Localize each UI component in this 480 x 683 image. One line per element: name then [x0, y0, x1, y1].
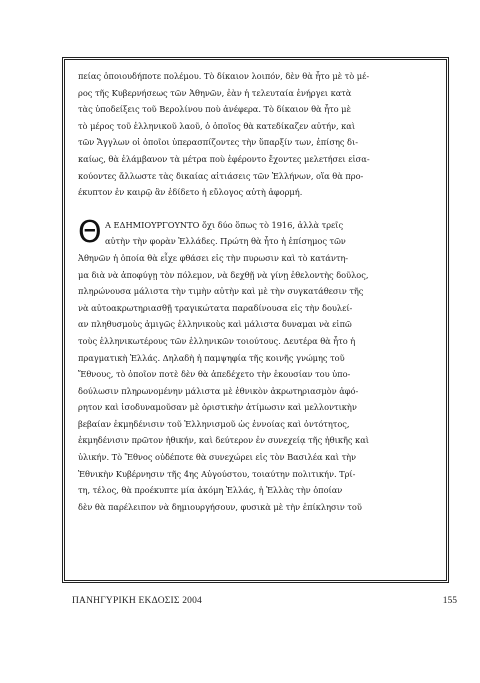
text-line: τὸ μέρος τοῦ ἑλληνικοῦ λαοῦ, ὁ ὁποῖος θὰ κατεδίκαζεν αὐτήν, καὶ — [78, 120, 356, 131]
text-line: αν πληθυσμοὺς ἀμιγῶς ἑλληνικοὺς καὶ μάλιστα δυναμαι νὰ εἰπῶ — [78, 319, 352, 330]
paragraph-1 — [78, 68, 440, 201]
text-line: τοὺς ἑλληνικωτέρους τῶν ἑλληνικῶν τοιούτους. Δευτέρα θὰ ἦτο ἡ — [78, 335, 356, 346]
drop-cap: Θ — [78, 214, 102, 250]
text-line: καίως, θὰ ἐλάμβανον τὰ μέτρα ποὺ ἐφέροντο ἔχοντες μελετήσει εἰσα- — [78, 153, 370, 164]
running-footer-title: ΠΑΝΗΓΥΡΙΚΗ ΕΚΔΟΣΙΣ 2004 — [72, 596, 202, 606]
text-line: πληρώνουσα μάλιστα τὴν τιμὴν αὐτὴν καὶ μὲ τὴν συγκατάθεσιν τῆς — [78, 286, 364, 297]
text-line: Α ΕΔΗΜΙΟΥΡΓΟΥΝΤΟ ὄχι δύο ὅπως τὸ 1916, ἀλλὰ τρεῖς — [105, 219, 344, 230]
text-line: κούοντες ἄλλωστε τὰς δικαίας αἰτιάσεις τῶν Ἑλλήνων, οἵα θὰ προ- — [78, 170, 364, 181]
page-footer — [72, 596, 457, 612]
text-line: τη, τέλος, θὰ προέκυπτε μία ἀκόμη Ἑλλάς, ἡ Ἑλλὰς τὴν ὁποίαν — [78, 485, 343, 496]
text-line: τῶν Ἄγγλων οἱ ὁποῖοι ὑπερασπίζοντες τὴν ὕπαρξίν των, ἐπίσης δι- — [78, 137, 358, 148]
text-line: πείας ὁποιουδήποτε πολέμου. Τὸ δίκαιον λοιπόν, δὲν θὰ ἦτο μὲ τὸ μέ- — [78, 71, 370, 81]
text-line: ρος τῆς Κυβερνήσεως τῶν Ἀθηνῶν, ἐὰν ἡ τελευταία ἐνήργει κατὰ — [78, 87, 352, 98]
text-body — [78, 68, 440, 515]
text-line: έκυπτον ἐν καιρῷ ἂν ἐδίδετο ἡ εὔλογος αὐτὴ ἀφορμή. — [78, 187, 303, 198]
text-line: μα διὰ νὰ ἀποφύγῃ τὸν πόλεμον, νὰ δεχθῇ νὰ γίνῃ ἐθελοντὴς δοῦλος, — [78, 269, 369, 280]
text-line: Ἀθηνῶν ἡ ὁποία θὰ εἶχε φθάσει εἰς τὴν πυρωσιν καὶ τὸ κατάντη- — [78, 252, 349, 263]
text-line: πραγματικὴ Ἑλλάς. Δηλαδὴ ἡ παμψηφία τῆς κοινῆς γνώμης τοῦ — [78, 352, 345, 363]
text-line: ρητον καὶ ἰσοδυναμοῦσαν μὲ ὁριστικὴν ἀτίμωσιν καὶ μελλοντικὴν — [78, 402, 357, 413]
text-line: βεβαίαν ἐκμηδένισιν τοῦ Ἑλληνισμοῦ ὡς ἐννοίας καὶ ὀντότητος, — [78, 418, 350, 429]
text-line: τὰς ὑποδείξεις τοῦ Βερολίνου ποὺ ἀνέφερα. Τὸ δίκαιον θὰ ἦτο μὲ — [78, 104, 351, 115]
text-line: ὑλικήν. Τὸ Ἔθνος οὐδέποτε θὰ συνεχώρει εἰς τὸν Βασιλέα καὶ τὴν — [78, 452, 357, 463]
text-line: Ἐθνικὴν Κυβέρνησιν τῆς 4ης Αὐγούστου, τοιαύτην πολιτικήν. Τρί- — [78, 468, 356, 479]
text-line: Ἔθνους, τὸ ὁποῖον ποτὲ δὲν θὰ ἀπεδέχετο τὴν ἑκουσίαν του ὑπο- — [78, 369, 351, 380]
text-line: δὲν θὰ παρέλειπον νὰ δημιουργήσουν, φυσικὰ μὲ τὴν ἐπίκλησιν τοῦ — [78, 501, 362, 512]
text-line: νὰ αὐτοακρωτηριασθῇ τραγικώτατα παραδίνουσα εἰς τὴν δουλεί- — [78, 302, 353, 313]
text-line: δούλωσιν πληρωνομένην μάλιστα μὲ ἐθνικὸν ἀκρωτηριασμὸν ἀφό- — [78, 385, 359, 396]
text-line: ἐκμηδένισιν πρῶτον ἠθικήν, καὶ δεύτερον ἐν συνεχείᾳ τῆς ἠθικῆς καὶ — [78, 435, 369, 446]
text-line: αὐτὴν τὴν φορὰν Ἑλλάδες. Πρώτη θὰ ἦτο ἡ ἐπίσημος τῶν — [105, 236, 346, 247]
paragraph-2 — [78, 214, 440, 516]
page-number: 155 — [442, 596, 457, 606]
